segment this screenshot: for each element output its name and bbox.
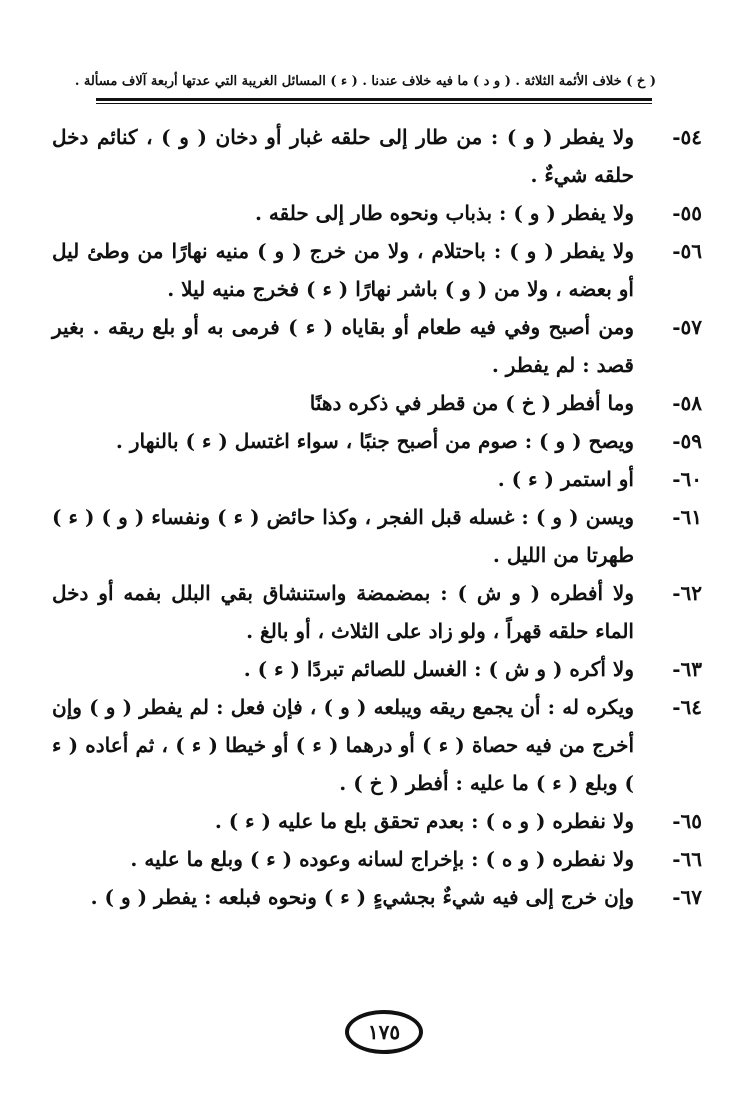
entry-54	[52, 118, 702, 194]
entry-text: وإن خرج إلى فيه شيءٌ بجشيءٍ ( ء ) ونحوه فبلعه : يفطر ( و ) .	[90, 885, 634, 909]
entry-60	[52, 460, 702, 498]
entry-number: ٦١-	[672, 505, 702, 529]
entry-text: ولا نفطره ( و ه ) : بإخراج لسانه وعوده ( ء ) وبلع ما عليه .	[130, 847, 634, 871]
entry-67	[52, 878, 702, 916]
entry-text: وما أفطر ( خ ) من قطر في ذكره دهنًا	[309, 391, 634, 415]
header-rule-thin	[96, 103, 652, 104]
entry-59	[52, 422, 702, 460]
running-header: ( خ ) خلاف الأئمة الثلاثة . ( و د ) ما فيه خلاف عندنا . ( ء ) المسائل الغريبة التي عدتها أربعة آلاف مسألة .	[74, 74, 656, 89]
entry-text: ولا أكره ( و ش ) : الغسل للصائم تبردًا ( ء ) .	[243, 657, 634, 681]
entry-text: أو استمر ( ء ) .	[497, 467, 634, 491]
entry-text: ومن أصبح وفي فيه طعام أو بقاياه ( ء ) فرمى به أو بلع ريقه . بغير قصد : لم يفطر .	[52, 315, 634, 377]
entry-number: ٦٦-	[672, 847, 702, 871]
entry-text: ولا أفطره ( و ش ) : بمضمضة واستنشاق بقي البلل بفمه أو دخل الماء حلقه قهراً ، ولو زاد على الثلاث ، أو بالغ .	[52, 581, 634, 643]
entry-number: ٦٣-	[672, 657, 702, 681]
entry-number: ٦٠-	[672, 467, 702, 491]
entry-57	[52, 308, 702, 384]
entry-text: ولا نفطره ( و ه ) : بعدم تحقق بلع ما عليه ( ء ) .	[214, 809, 634, 833]
entry-number: ٥٧-	[672, 315, 702, 339]
entry-number: ٥٩-	[672, 429, 702, 453]
entry-58	[52, 384, 702, 422]
entry-66	[52, 840, 702, 878]
entry-text: ولا يفطر ( و ) : بذباب ونحوه طار إلى حلقه .	[254, 201, 634, 225]
entry-text: ويصح ( و ) : صوم من أصبح جنبًا ، سواء اغتسل ( ء ) بالنهار .	[115, 429, 634, 453]
header-rule	[96, 98, 652, 101]
entry-number: ٦٢-	[672, 581, 702, 605]
page-body	[52, 118, 702, 916]
entry-number: ٥٦-	[672, 239, 702, 263]
entry-text: ويسن ( و ) : غسله قبل الفجر ، وكذا حائض ( ء ) ونفساء ( و ) ( ء ) طهرتا من الليل .	[52, 505, 634, 567]
entry-number: ٥٨-	[672, 391, 702, 415]
entry-number: ٦٥-	[672, 809, 702, 833]
entry-62	[52, 574, 702, 650]
entry-65	[52, 802, 702, 840]
entry-text: ولا يفطر ( و ) : باحتلام ، ولا من خرج ( و ) منيه نهارًا من وطئ ليل أو بعضه ، ولا من ( و ) باشر نهارًا ( ء ) فخرج منيه ليلا .	[52, 239, 634, 301]
entry-number: ٥٥-	[672, 201, 702, 225]
entry-64	[52, 688, 702, 802]
entry-61	[52, 498, 702, 574]
entry-56	[52, 232, 702, 308]
entry-number: ٦٤-	[672, 695, 702, 719]
entry-text: ولا يفطر ( و ) : من طار إلى حلقه غبار أو دخان ( و ) ، كنائم دخل حلقه شيءٌ .	[52, 125, 634, 187]
entry-number: ٥٤-	[672, 125, 702, 149]
entry-55	[52, 194, 702, 232]
entry-number: ٦٧-	[672, 885, 702, 909]
page-number: ١٧٥	[345, 1010, 423, 1054]
entry-text: ويكره له : أن يجمع ريقه ويبلعه ( و ) ، فإن فعل : لم يفطر ( و ) وإن أخرج من فيه حصاة ( ء ) أو درهما ( ء ) أو خيطا ( ء ) ، ثم أعاده ( ء ) وبلع ( ء ) ما عليه : أفطر ( خ ) .	[52, 695, 634, 795]
entry-63	[52, 650, 702, 688]
